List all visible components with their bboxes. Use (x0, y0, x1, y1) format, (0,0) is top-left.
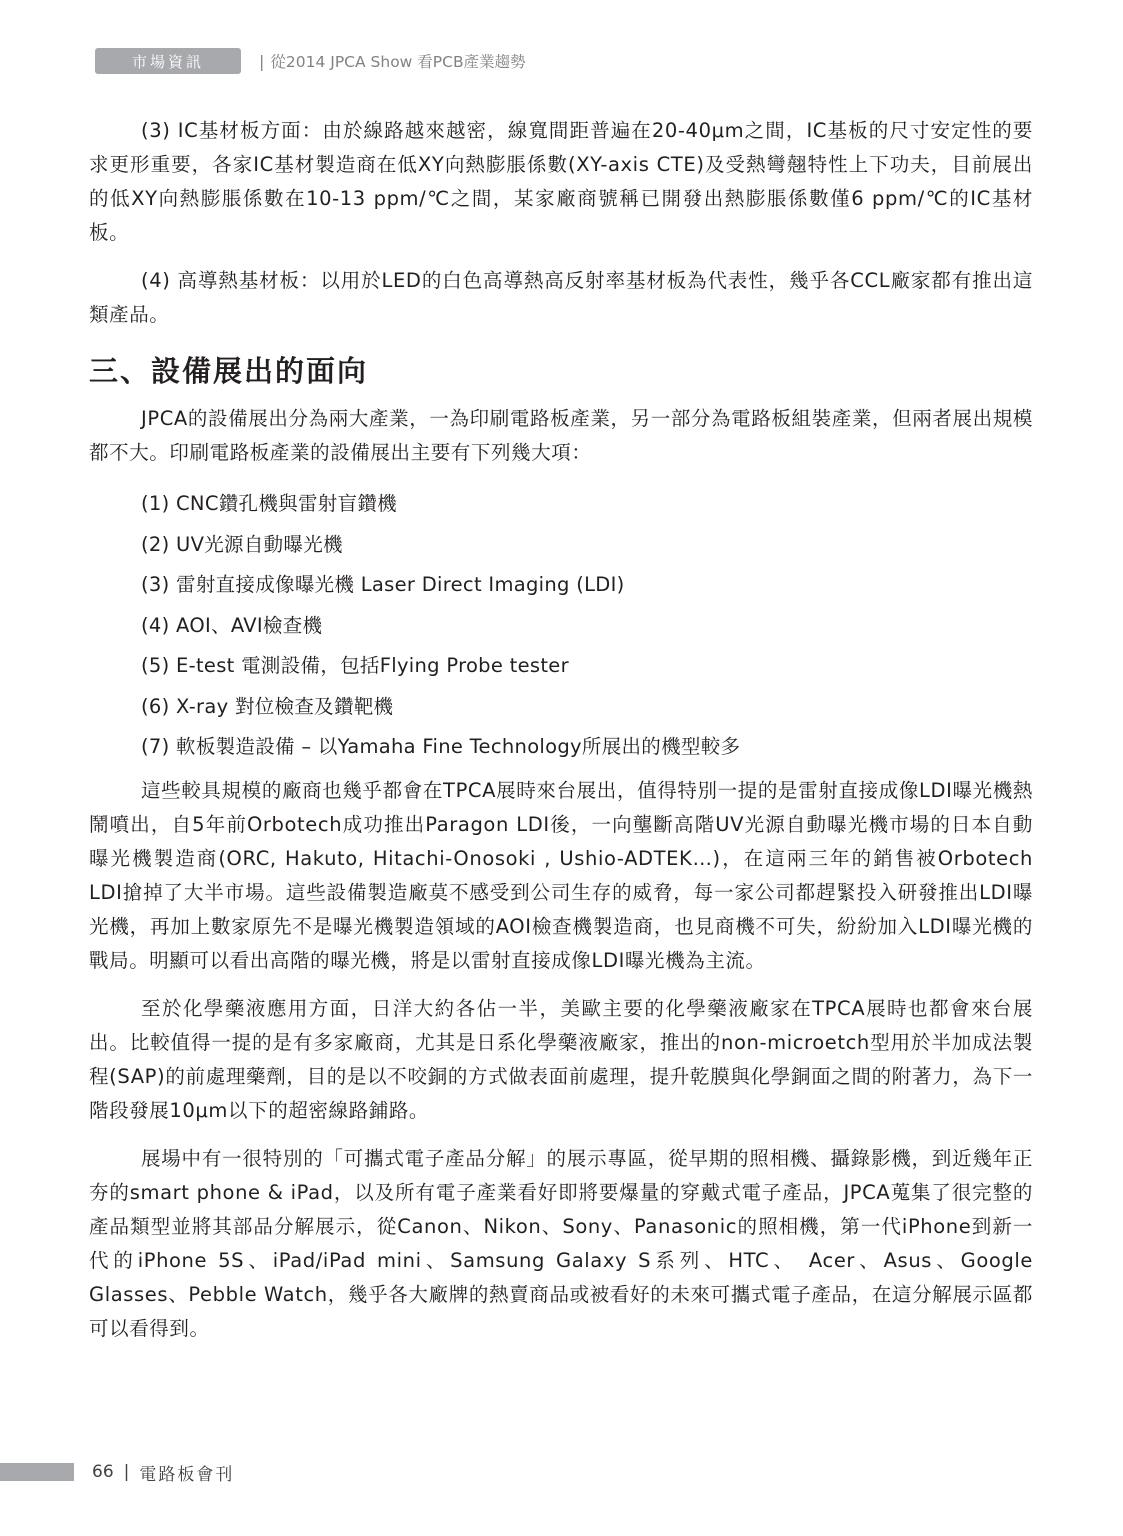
paragraph-exhibit: 展場中有一很特別的「可攜式電子產品分解」的展示專區，從早期的照相機、攝錄影機，到近幾年正夯的smart phone & iPad，以及所有電子產業看好即將要爆量的穿戴式電子產品，JPCA蒐集了很完整的產品類型並將其部品分解展示，從Canon、Nikon、Sony、Panasonic的照相機，第一代iPhone到新一代的iPhone 5S、iPad/iPad mini、Samsung Galaxy S系列、HTC、 Acer、Asus、Google Glasses、Pebble Watch，幾乎各大廠牌的熱賣商品或被看好的未來可攜式電子產品，在這分解展示區都可以看得到。 (89, 1146, 1033, 1340)
paragraph-thermal-substrate: (4) 高導熱基材板：以用於LED的白色高導熱高反射率基材板為代表性，幾乎各CCL廠家都有推出這類產品。 (89, 269, 1033, 326)
list-item: (2) UV光源自動曝光機 (141, 532, 343, 556)
paragraph-equipment-intro: JPCA的設備展出分為兩大產業，一為印刷電路板產業，另一部分為電路板組裝產業，但兩者展出規模都不大。印刷電路板產業的設備展出主要有下列幾大項： (89, 407, 1033, 464)
list-item: (7) 軟板製造設備 – 以Yamaha Fine Technology所展出的機型較多 (141, 735, 741, 758)
list-item: (5) E-test 電測設備，包括Flying Probe tester (141, 654, 569, 677)
paragraph-ic-substrate: (3) IC基材板方面：由於線路越來越密，線寬間距普遍在20-40μm之間，IC基板的尺寸安定性的要求更形重要，各家IC基材製造商在低XY向熱膨脹係數(XY-axis CTE)及受熱彎翹特性上下功夫，目前展出的低XY向熱膨脹係數在10-13 ppm/℃之間，某家廠商號稱已開發出熱膨脹係數僅6 ppm/℃的IC基材板。 (89, 119, 1033, 244)
list-item: (4) AOI、AVI檢查機 (141, 613, 323, 637)
article-title: 從2014 JPCA Show 看PCB產業趨勢 (270, 53, 526, 71)
paragraph-chemical: 至於化學藥液應用方面，日洋大約各佔一半，美歐主要的化學藥液廠家在TPCA展時也都會來台展出。比較值得一提的是有多家廠商，尤其是日系化學藥液廠家，推出的non-microetch型用於半加成法製程(SAP)的前處理藥劑，目的是以不咬銅的方式做表面前處理，提升乾膜與化學銅面之間的附著力，為下一階段發展10μm以下的超密線路鋪路。 (89, 996, 1033, 1122)
footer-separator: | (123, 1462, 130, 1482)
publication-name: 電路板會刊 (139, 1464, 235, 1485)
list-item: (1) CNC鑽孔機與雷射盲鑽機 (141, 492, 397, 515)
page-number: 66 (92, 1462, 114, 1482)
equipment-list (89, 484, 1033, 768)
list-item: (3) 雷射直接成像曝光機 Laser Direct Imaging (LDI) (141, 573, 625, 596)
section-heading: 三、設備展出的面向 (89, 354, 369, 388)
paragraph-ldi: 這些較具規模的廠商也幾乎都會在TPCA展時來台展出，值得特別一提的是雷射直接成像LDI曝光機熱鬧噴出，自5年前Orbotech成功推出Paragon LDI後，一向壟斷高階UV光源自動曝光機市場的日本自動曝光機製造商(ORC, Hakuto, Hitachi-Onosoki , Ushio-ADTEK…)，在這兩三年的銷售被Orbotech LDI搶掉了大半市場。這些設備製造廠莫不感受到公司生存的威脅，每一家公司都趕緊投入研發推出LDI曝光機，再加上數家原先不是曝光機製造領域的AOI檢查機製造商，也見商機不可失，紛紛加入LDI曝光機的戰局。明顯可以看出高階的曝光機，將是以雷射直接成像LDI曝光機為主流。 (89, 778, 1033, 972)
footer-bar (0, 1463, 74, 1481)
page-footer (0, 1461, 234, 1483)
section-tag: 市場資訊 (95, 48, 241, 74)
header-separator: | (259, 51, 265, 71)
page-header (95, 48, 526, 74)
list-item: (6) X-ray 對位檢查及鑽靶機 (141, 694, 394, 718)
article-body (89, 114, 1033, 1360)
